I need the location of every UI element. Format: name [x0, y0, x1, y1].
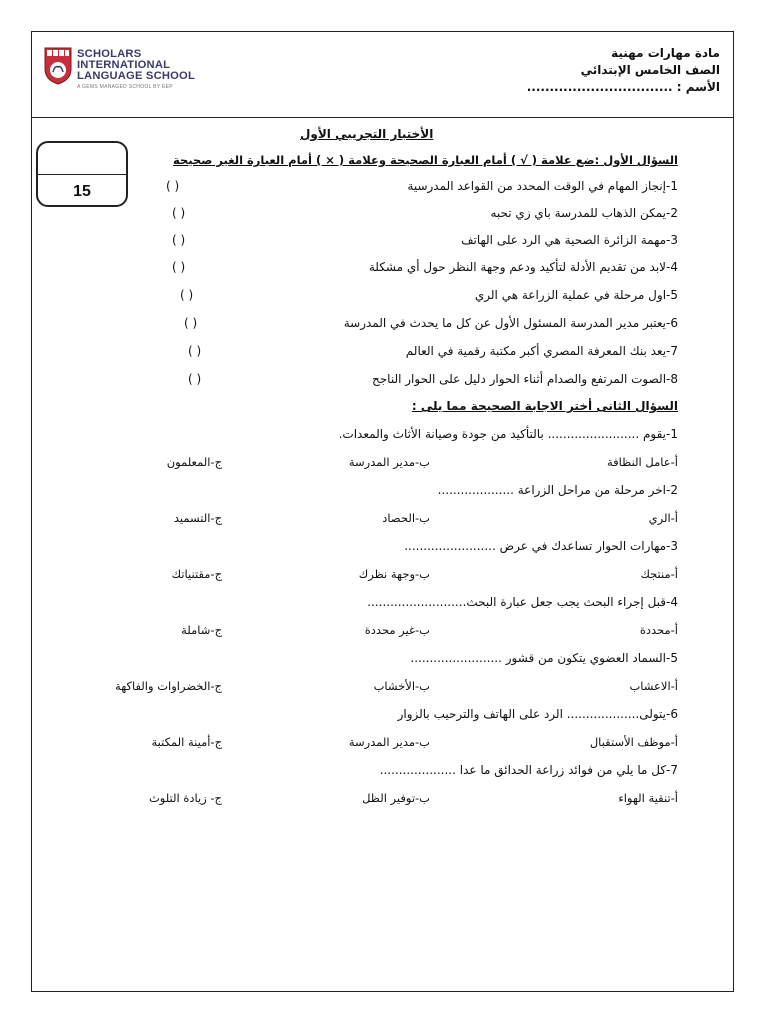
student-name-field[interactable]: الأسم : ................................ [526, 80, 720, 94]
q2-option-a[interactable]: أ-تنقية الهواء [618, 791, 678, 805]
q2-option-b[interactable]: ب-مدير المدرسة [348, 455, 430, 469]
q1-answer-box[interactable]: ( ) [188, 372, 202, 386]
q2-option-a[interactable]: أ-منتجك [640, 567, 678, 581]
logo-line-2: INTERNATIONAL [77, 59, 171, 71]
q2-option-b[interactable]: ب-الحصاد [382, 511, 430, 525]
q1-item: 7-يعد بنك المعرفة المصري أكبر مكتبة رقمية في العالم [405, 344, 678, 358]
q1-answer-box[interactable]: ( ) [166, 179, 180, 193]
logo-line-1: SCHOLARS [77, 48, 142, 60]
grade-label: الصف الخامس الإبتدائي [580, 63, 720, 77]
q2-question: 2-اخر مرحلة من مراحل الزراعة .................... [437, 483, 678, 497]
q2-option-c[interactable]: ج-مقتنياتك [171, 567, 222, 581]
logo-tagline: A GEMS MANAGED SCHOOL BY EEP [77, 84, 173, 90]
q2-option-a[interactable]: أ-عامل النظافة [606, 455, 678, 469]
q1-answer-box[interactable]: ( ) [188, 344, 202, 358]
q2-option-b[interactable]: ب-مدير المدرسة [348, 735, 430, 749]
q2-option-c[interactable]: ج-الخضراوات والفاكهة [115, 679, 222, 693]
subject-label: مادة مهارات مهنية [611, 46, 720, 60]
q2-option-b[interactable]: ب-غير محددة [364, 623, 430, 637]
q1-item: 6-يعتبر مدير المدرسة المسئول الأول عن كل ما يحدث في المدرسة [343, 316, 678, 330]
q2-question: 4-قبل إجراء البحث يجب جعل عبارة البحث.......................... [367, 595, 678, 609]
header-divider [31, 117, 734, 118]
q2-question: 7-كل ما يلي من فوائد زراعة الحدائق ما عدا .................... [379, 763, 678, 777]
q2-option-c[interactable]: ج- زيادة التلوث [148, 791, 222, 805]
q2-question: 5-السماد العضوي يتكون من قشور ........................ [410, 651, 678, 665]
q2-option-b[interactable]: ب-توفير الظل [362, 791, 430, 805]
q1-item: 3-مهمة الزائرة الصحية هي الرد على الهاتف [461, 233, 678, 247]
q1-answer-box[interactable]: ( ) [180, 288, 194, 302]
q1-item: 5-اول مرحلة في عملية الزراعة هي الري [474, 288, 678, 302]
q2-question: 3-مهارات الحوار تساعدك في عرض ........................ [404, 539, 678, 553]
q2-question: 6-يتولى................... الرد على الهاتف والترحيب بالزوار [397, 707, 678, 721]
q2-question: 1-يقوم ........................ بالتأكيد من جودة وصيانة الأثاث والمعدات. [338, 427, 678, 441]
q1-item: 4-لابد من تقديم الأدلة لتأكيد ودعم وجهة النظر حول أي مشكلة [368, 260, 678, 274]
q1-item: 2-يمكن الذهاب للمدرسة باي زي تحبه [490, 206, 678, 220]
q1-answer-box[interactable]: ( ) [172, 233, 186, 247]
q1-item: 1-إنجاز المهام في الوقت المحدد من القواعد المدرسية [407, 179, 678, 193]
q2-title: السؤال الثانى أختر الاجابة الصحيحة مما يلى : [411, 399, 678, 413]
q1-answer-box[interactable]: ( ) [184, 316, 198, 330]
q2-option-c[interactable]: ج-التسميد [173, 511, 222, 525]
q2-option-c[interactable]: ج-المعلمون [166, 455, 222, 469]
q1-title: السؤال الأول :ضع علامة ( √ ) أمام العبارة الصحيحة وعلامة ( × ) أمام العبارة الغير صحيحة [173, 153, 678, 167]
q2-option-b[interactable]: ب-الأخشاب [373, 679, 430, 693]
q2-option-a[interactable]: أ-محددة [639, 623, 678, 637]
score-total: 15 [73, 183, 91, 200]
q2-option-a[interactable]: أ-موظف الأستقبال [589, 735, 678, 749]
score-divider [38, 174, 126, 175]
school-logo [44, 47, 224, 97]
q2-option-a[interactable]: أ-الاعشاب [629, 679, 678, 693]
logo-line-3: LANGUAGE SCHOOL [77, 70, 195, 82]
exam-title: الأختبار التجريبي الأول [300, 127, 434, 141]
q2-option-b[interactable]: ب-وجهة نظرك [358, 567, 430, 581]
q2-option-c[interactable]: ج-أمينة المكتبة [151, 735, 222, 749]
q2-option-a[interactable]: أ-الري [648, 511, 678, 525]
q1-item: 8-الصوت المرتفع والصدام أثناء الحوار دليل على الحوار الناجح [372, 372, 678, 386]
q2-option-c[interactable]: ج-شاملة [181, 623, 222, 637]
header-info [527, 45, 720, 96]
score-box [36, 141, 128, 207]
shield-icon [44, 47, 72, 85]
q1-answer-box[interactable]: ( ) [172, 206, 186, 220]
q1-answer-box[interactable]: ( ) [172, 260, 186, 274]
